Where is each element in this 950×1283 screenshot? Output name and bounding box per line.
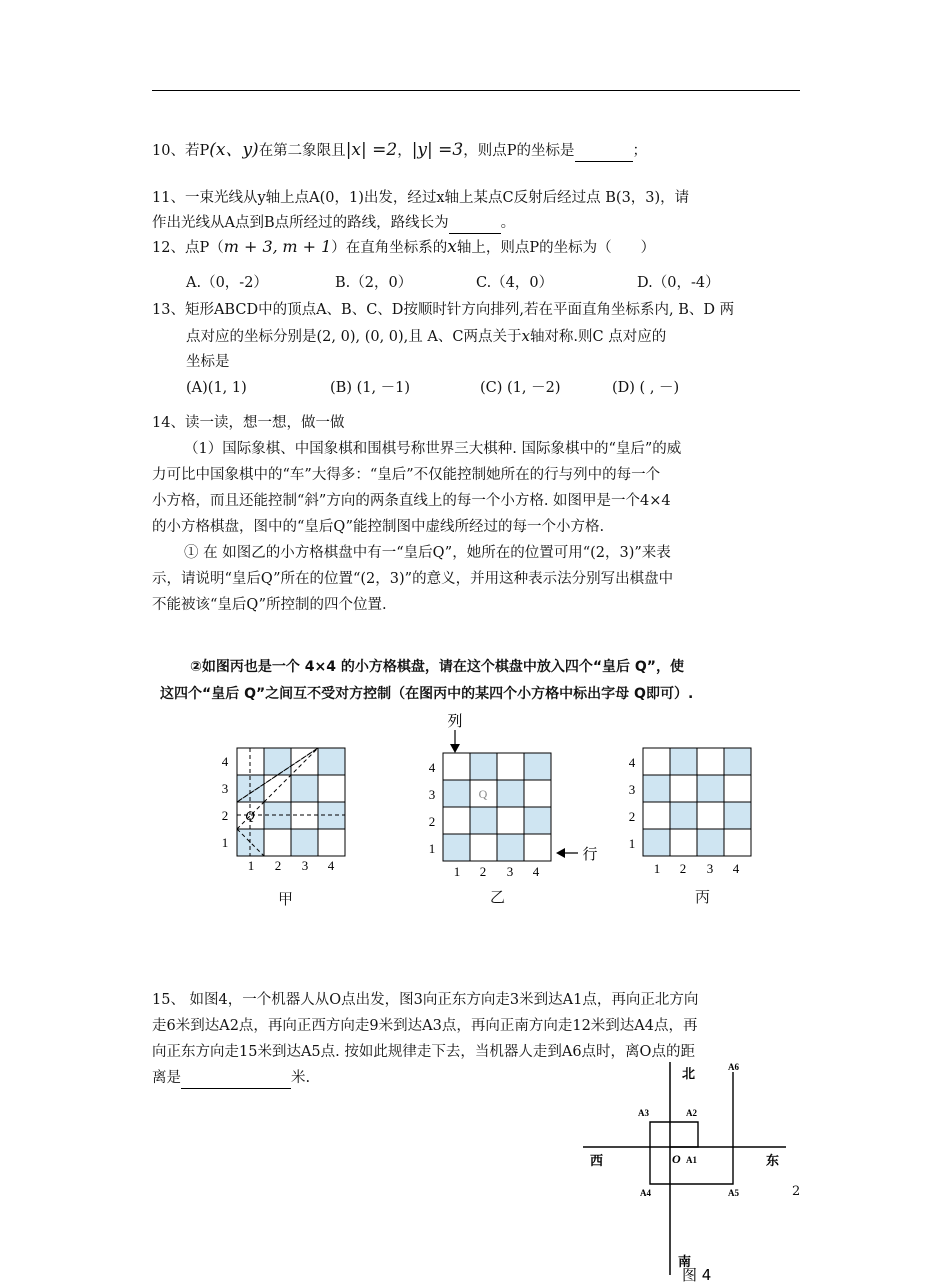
fig4-east: 东 [766,1154,780,1169]
fig4-north: 北 [682,1067,696,1082]
q14-p3-line1: ②如图丙也是一个 4×4 的小方格棋盘，请在这个棋盘中放入四个“皇后 Q”，使 [190,659,684,675]
yi-row-arrowhead [556,848,565,858]
bing-x-label-3: 3 [706,861,714,876]
header-rule [152,90,800,91]
jia-x-label-2: 2 [274,858,282,870]
fig4-a6: A6 [728,1062,739,1072]
q15-line4-b: 米. [291,1070,311,1086]
q12-var: x [447,237,457,257]
yi-x-label-3: 3 [506,864,514,879]
q10-comma: ， [397,143,412,159]
fig4-a2: A2 [686,1108,697,1118]
fig4-west: 西 [590,1154,604,1169]
q11-answer-blank [449,213,501,234]
q13-line2b: 轴对称.则C 点对应的 [529,329,667,345]
question-12 [152,237,655,258]
q12-prefix: 12、点P（ [152,240,224,256]
q15-answer-blank [181,1068,291,1089]
yi-x-label-4: 4 [532,864,540,879]
q13-line2a: 点对应的坐标分别是(2, 0), (0, 0),且 A、C两点关于 [186,329,522,345]
q13-option-c: (C) (1, －2) [480,380,561,396]
q14-p1-line1: （1）国际象棋、中国象棋和围棋号称世界三大棋种. 国际象棋中的“皇后”的威 [184,441,682,457]
yi-x-label-1: 1 [453,864,461,879]
q11-line2 [152,213,515,234]
q12-option-a: A.（0，-2） [186,275,268,291]
q14-p1-line3: 小方格，而且还能控制“斜”方向的两条直线上的每一个小方格. 如图甲是一个4×4 [152,493,671,509]
q12-option-b: B.（2，0） [335,275,413,291]
yi-y-label-4: 4 [428,760,436,775]
q15-line4 [152,1068,310,1089]
fig4-a5: A5 [728,1188,739,1198]
bing-x-label-4: 4 [732,861,740,876]
fig4-background [578,1060,793,1283]
jia-y-label-2: 2 [221,808,229,823]
q15-line1: 15、 如图4，一个机器人从O点出发，图3向正东方向走3米到达A1点，再向正北方向 [152,992,699,1008]
yi-y-label-3: 3 [428,787,436,802]
jia-x-label-1: 1 [247,858,255,870]
bing-y-label-4: 4 [628,755,636,770]
q12-suffix: 轴上，则点P的坐标为（ ） [456,240,656,256]
yi-row-label: 行 [582,845,598,863]
q10-coord: (x、y) [209,140,259,160]
q11-line2-text: 作出光线从A点到B点所经过的路线，路线长为 [152,215,449,231]
bing-y-label-2: 2 [628,809,636,824]
jia-x-label-4: 4 [327,858,335,870]
q14-p1-line2: 力可比中国象棋中的“车”大得多：“皇后”不仅能控制她所在的行与列中的每一个 [152,467,661,483]
yi-y-label-1: 1 [428,841,436,856]
q15-line3: 向正东方向走15米到达A5点. 按如此规律走下去，当机器人走到A6点时，离O点的距 [152,1044,695,1060]
fig4-caption: 图 4 [682,1266,712,1283]
q11-line2-end: 。 [500,215,516,231]
fig4-a4: A4 [640,1188,651,1198]
q14-p2-line2: 示，请说明“皇后Q”所在的位置“(2，3)”的意义，并用这种表示法分别写出棋盘中 [152,571,674,587]
jia-y-label-4: 4 [221,754,229,769]
q10-mid: 在第二象限且 [258,143,346,159]
q11-line1: 11、一束光线从y轴上点A(0，1)出发，经过x轴上某点C反射后经过点 B(3，3)，请 [152,190,690,206]
q13-option-b: (B) (1, －1) [330,380,411,396]
q10-absx: |x| =2 [345,140,398,160]
q15-line2: 走6米到达A2点，再向正西方向走9米到达A3点，再向正南方向走12米到达A4点，再 [152,1018,698,1034]
yi-x-label-2: 2 [479,864,487,879]
jia-y-label-1: 1 [221,835,229,850]
yi-y-label-2: 2 [428,814,436,829]
jia-y-label-3: 3 [221,781,229,796]
q12-expr2: m + 1 [282,237,332,256]
q13-option-d: (D) ( , －) [612,380,680,396]
q13-line3: 坐标是 [186,354,230,370]
bing-x-label-1: 1 [653,861,661,876]
q14-p2-line3: 不能被该“皇后Q”所控制的四个位置. [152,597,387,613]
fig4-a3: A3 [638,1108,649,1118]
fig4-a1: A1 [686,1155,697,1165]
q12-mid: ）在直角坐标系的 [331,240,448,256]
figure-jia-board [215,740,365,870]
figure-bing-board [620,740,770,880]
q15-line4-a: 离是 [152,1070,181,1086]
q14-p3-line2: 这四个“皇后 Q”之间互不受对方控制（在图丙中的某四个小方格中标出字母 Q即可）. [160,686,694,702]
yi-queen: Q [478,787,488,801]
figure-yi-caption: 乙 [490,888,506,906]
q14-p2-line1: ① 在 如图乙的小方格棋盘中有一“皇后Q”，她所在的位置可用“(2，3)”来表 [184,545,671,561]
q10-prefix: 10、若P [152,143,210,159]
fig4-origin: O [672,1152,681,1166]
q12-option-d: D.（0，-4） [637,275,720,291]
q10-end: ； [632,143,647,159]
q10-answer-blank [575,141,633,162]
page-number: 2 [792,1184,801,1199]
fig4-south: 南 [678,1255,692,1270]
q13-line2 [186,326,666,347]
q13-line2-var: x [521,327,530,345]
q13-option-a: (A)(1, 1) [186,380,247,396]
question-10 [152,140,647,162]
figure-bing-caption: 丙 [695,888,711,906]
q12-option-c: C.（4，0） [476,275,554,291]
figure-4-path [578,1060,793,1283]
figure-jia-caption: 甲 [278,890,294,908]
q10-suffix: ，则点P的坐标是 [463,143,575,159]
bing-x-label-2: 2 [679,861,687,876]
jia-x-label-3: 3 [301,858,309,870]
yi-col-arrowhead [450,744,460,753]
jia-queen: Q [245,808,255,823]
q14-title: 14、读一读，想一想，做一做 [152,415,345,431]
q13-line1: 13、矩形ABCD中的顶点A、B、C、D按顺时针方向排列,若在平面直角坐标系内, B、D 两 [152,302,735,318]
q10-absy: |y| =3 [411,140,464,160]
q14-p1-line4: 的小方格棋盘，图中的“皇后Q”能控制图中虚线所经过的每一个小方格. [152,519,605,535]
bing-y-label-3: 3 [628,782,636,797]
bing-y-label-1: 1 [628,836,636,851]
yi-col-label: 列 [447,712,463,730]
q12-expr1: m + 3, [223,237,278,256]
figure-yi-board [420,708,620,883]
